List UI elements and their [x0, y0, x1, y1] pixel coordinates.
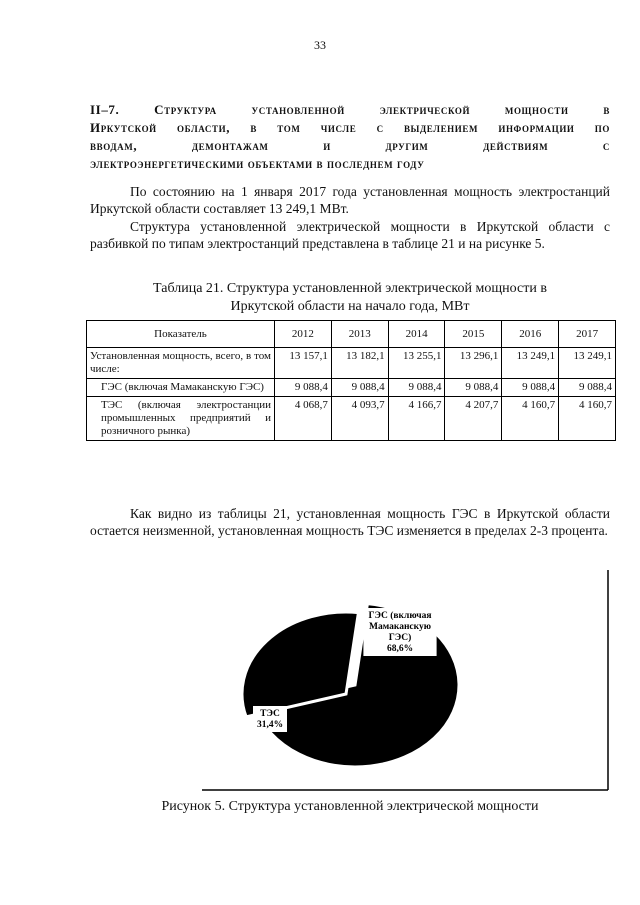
table-caption-line-2: Иркутской области на начало года, МВт	[230, 299, 470, 314]
capacity-table	[86, 320, 616, 441]
slice-label: ГЭС)	[388, 633, 412, 643]
table-caption-line-1: Таблица 21. Структура установленной электрической мощности в	[153, 281, 547, 296]
heading-line-2: Иркутской области, в том числе с выделением информации по	[90, 120, 610, 135]
header-year: 2015	[445, 321, 502, 348]
header-year: 2017	[559, 321, 616, 348]
table-cell: 4 068,7	[275, 397, 332, 441]
heading-line-1: II–7. Структура установленной электрической мощности в	[90, 102, 610, 117]
table-cell: 4 166,7	[388, 397, 445, 441]
figure-caption: Рисунок 5. Структура установленной электрической мощности	[161, 799, 539, 814]
table-cell: 13 182,1	[331, 348, 388, 379]
header-year: 2014	[388, 321, 445, 348]
row-label: ТЭС (включая электростанции промышленных предприятий и розничного рынка)	[87, 397, 275, 441]
paragraph-2: Структура установленной электрической мощности в Иркутской области с разбивкой по типам электростанций представлена в таблице 21 и на рисунке 5.	[90, 219, 610, 251]
table-cell: 4 160,7	[502, 397, 559, 441]
table-cell: 13 249,1	[502, 348, 559, 379]
slice-label: ГЭС (включая	[368, 611, 432, 621]
table-cell: 13 249,1	[559, 348, 616, 379]
header-indicator: Показатель	[87, 321, 275, 348]
table-cell: 4 160,7	[559, 397, 616, 441]
table-caption	[90, 280, 610, 316]
pie-chart-figure	[200, 568, 610, 793]
table-cell: 9 088,4	[445, 379, 502, 397]
table-header-row	[87, 321, 616, 348]
table-cell: 4 093,7	[331, 397, 388, 441]
table-cell: 9 088,4	[275, 379, 332, 397]
table-cell: 9 088,4	[331, 379, 388, 397]
row-label: Установленная мощность, всего, в том числе:	[87, 348, 275, 379]
table-cell: 4 207,7	[445, 397, 502, 441]
table-cell: 9 088,4	[502, 379, 559, 397]
header-year: 2016	[502, 321, 559, 348]
header-year: 2013	[331, 321, 388, 348]
heading-line-3: вводам, демонтажам и другим действиям с	[90, 138, 610, 153]
pie-chart	[200, 568, 610, 793]
paragraph-1: По состоянию на 1 января 2017 года установленная мощность электростанций Иркутской области составляет 13 249,1 МВт.	[90, 184, 610, 216]
table-cell: 9 088,4	[559, 379, 616, 397]
paragraph-3: Как видно из таблицы 21, установленная мощность ГЭС в Иркутской области остается неизменной, установленная мощность ТЭС изменяется в пределах 2-3 процента.	[90, 506, 610, 538]
table-cell: 13 296,1	[445, 348, 502, 379]
row-label: ГЭС (включая Мамаканскую ГЭС)	[87, 379, 275, 397]
table-row	[87, 379, 616, 397]
slice-label: ТЭС	[260, 709, 280, 719]
header-year: 2012	[275, 321, 332, 348]
slice-label: 31,4%	[256, 720, 284, 730]
slice-label: Мамаканскую	[369, 622, 431, 632]
table-row	[87, 397, 616, 441]
heading-line-4: электроэнергетическими объектами в последнем году	[90, 156, 425, 171]
slice-label: 68,6%	[386, 644, 414, 654]
page-number: 33	[314, 38, 326, 52]
table-cell: 9 088,4	[388, 379, 445, 397]
table-row	[87, 348, 616, 379]
section-heading	[90, 101, 610, 173]
table-cell: 13 157,1	[275, 348, 332, 379]
table-cell: 13 255,1	[388, 348, 445, 379]
